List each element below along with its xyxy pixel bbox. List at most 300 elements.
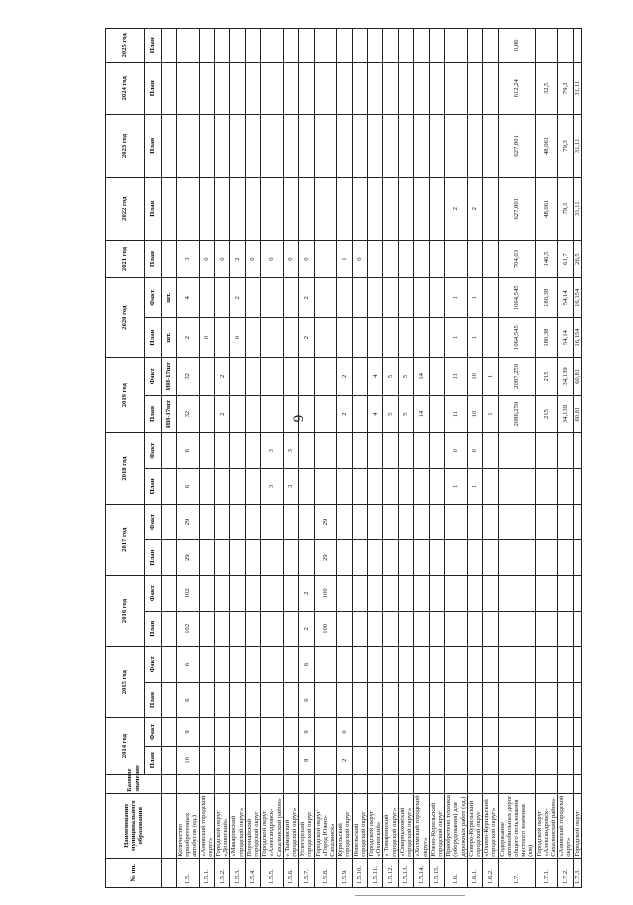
table-cell: 2 xyxy=(230,240,245,278)
table-cell xyxy=(368,29,383,63)
table-cell xyxy=(573,746,581,774)
row-number: 1.5.7. xyxy=(299,858,314,887)
row-number: 1.5.1. xyxy=(199,858,214,887)
table-cell xyxy=(445,682,468,718)
table-cell xyxy=(352,318,367,358)
table-cell xyxy=(483,504,498,540)
table-cell: 79,3 xyxy=(558,62,573,114)
table-cell xyxy=(535,29,558,63)
table-cell xyxy=(383,177,398,240)
table-cell xyxy=(383,611,398,647)
unit-ii: ИИ-17шт xyxy=(162,395,177,433)
table-cell xyxy=(558,682,573,718)
table-cell xyxy=(230,62,245,114)
header-year-2023: 2023 год xyxy=(106,115,145,178)
table-cell xyxy=(573,469,581,505)
table-cell xyxy=(467,682,482,718)
table-cell: 102 xyxy=(177,611,200,647)
table-cell xyxy=(215,774,230,793)
table-cell xyxy=(535,575,558,611)
table-cell xyxy=(177,115,200,178)
table-cell xyxy=(429,540,444,576)
table-cell xyxy=(299,469,314,505)
table-cell: 2 xyxy=(337,395,352,433)
table-cell xyxy=(245,504,260,540)
row-number: 1.5.6. xyxy=(283,858,298,887)
table-cell xyxy=(483,647,498,683)
table-cell xyxy=(398,540,413,576)
table-cell xyxy=(398,62,413,114)
table-row xyxy=(261,29,284,888)
table-cell xyxy=(261,774,284,793)
row-name: Углегорский городской округ xyxy=(299,793,314,858)
table-cell xyxy=(573,647,581,683)
table-cell xyxy=(314,29,337,63)
table-cell xyxy=(314,395,337,433)
table-cell xyxy=(383,504,398,540)
table-cell xyxy=(215,177,230,240)
table-cell: 2 xyxy=(337,358,352,396)
table-cell xyxy=(558,469,573,505)
table-cell: 2 xyxy=(215,395,230,433)
table-row xyxy=(368,29,383,888)
table-cell: 5 xyxy=(383,395,398,433)
table-cell xyxy=(498,540,535,576)
table-cell xyxy=(245,611,260,647)
table-cell xyxy=(483,469,498,505)
table-cell xyxy=(314,647,337,683)
row-name: «Охино-Курильский городской округ» xyxy=(483,793,498,858)
table-cell xyxy=(261,318,284,358)
table-cell: 0 xyxy=(445,433,468,469)
table-cell: 1 xyxy=(445,318,468,358)
table-cell xyxy=(445,575,468,611)
row-number: 1.5. xyxy=(177,858,200,887)
table-cell xyxy=(337,647,352,683)
header-fact: Факт xyxy=(145,575,162,611)
table-cell xyxy=(215,318,230,358)
row-number: 1.5.12. xyxy=(383,858,398,887)
table-cell: 1 xyxy=(467,318,482,358)
table-cell xyxy=(199,575,214,611)
table-cell xyxy=(352,647,367,683)
header-plan: План xyxy=(145,469,162,505)
table-cell xyxy=(467,746,482,774)
table-cell xyxy=(230,433,245,469)
table-cell: 2 xyxy=(337,746,352,774)
table-cell xyxy=(199,278,214,318)
footer-rule xyxy=(355,895,465,896)
header-year-2016: 2016 год xyxy=(106,575,145,646)
table-cell: 31,11 xyxy=(573,62,581,114)
table-cell: 1064,545 xyxy=(498,318,535,358)
table-cell xyxy=(573,718,581,746)
table-cell xyxy=(245,774,260,793)
table-cell: 6 xyxy=(299,647,314,683)
table-cell xyxy=(445,62,468,114)
table-cell: 100 xyxy=(314,611,337,647)
table-cell xyxy=(199,62,214,114)
table-cell xyxy=(483,540,498,576)
table-cell xyxy=(352,611,367,647)
table-cell xyxy=(368,540,383,576)
table-cell xyxy=(368,318,383,358)
table-cell xyxy=(535,718,558,746)
row-name: Содержание автомобильных дорог общего пользования местного значения (км) xyxy=(498,793,535,858)
table-cell xyxy=(558,746,573,774)
table-cell xyxy=(398,718,413,746)
table-cell xyxy=(558,647,573,683)
table-cell xyxy=(352,62,367,114)
table-cell xyxy=(245,718,260,746)
table-cell: 16,154 xyxy=(573,318,581,358)
table-cell xyxy=(558,718,573,746)
table-cell xyxy=(337,469,352,505)
table-cell: 31,11 xyxy=(573,177,581,240)
header-year-2025: 2025 год xyxy=(106,29,145,63)
row-name: Количество приобретенных автобусов (ед.) xyxy=(177,793,200,858)
table-cell xyxy=(314,774,337,793)
table-cell xyxy=(483,575,498,611)
table-cell xyxy=(558,774,573,793)
table-cell xyxy=(414,62,429,114)
table-cell xyxy=(573,540,581,576)
table-cell: 14 xyxy=(414,358,429,396)
table-cell: 0 xyxy=(337,718,352,746)
table-cell xyxy=(283,395,298,433)
table-cell xyxy=(429,318,444,358)
table-cell xyxy=(383,29,398,63)
table-cell xyxy=(215,647,230,683)
row-name: Городской округ «Охинский» xyxy=(368,793,383,858)
table-cell: 29 xyxy=(314,540,337,576)
table-cell xyxy=(429,115,444,178)
table-cell xyxy=(283,774,298,793)
table-cell xyxy=(337,62,352,114)
table-cell xyxy=(573,29,581,63)
table-cell xyxy=(283,29,298,63)
table-cell xyxy=(429,718,444,746)
table-cell xyxy=(414,540,429,576)
table-cell xyxy=(467,575,482,611)
table-cell: 2 xyxy=(299,575,314,611)
table-cell: 16,154 xyxy=(573,278,581,318)
table-cell xyxy=(498,774,535,793)
row-number: 1.7.3. xyxy=(573,858,581,887)
table-cell: 32,5 xyxy=(535,62,558,114)
row-name: Курильский городской округ xyxy=(337,793,352,858)
table-cell: 0 xyxy=(261,240,284,278)
table-cell xyxy=(483,318,498,358)
table-cell xyxy=(283,647,298,683)
table-cell xyxy=(368,575,383,611)
table-cell: 8 xyxy=(299,746,314,774)
table-cell xyxy=(414,240,429,278)
table-cell: 4 xyxy=(368,358,383,396)
table-cell: 0 xyxy=(283,240,298,278)
table-cell xyxy=(383,774,398,793)
header-fact: Факт xyxy=(145,647,162,683)
table-cell xyxy=(558,29,573,63)
table-cell xyxy=(261,278,284,318)
table-cell xyxy=(299,358,314,396)
table-cell xyxy=(429,62,444,114)
table-cell xyxy=(199,433,214,469)
table-cell xyxy=(245,395,260,433)
header-fact: Факт xyxy=(145,718,162,746)
table-cell xyxy=(261,504,284,540)
table-cell xyxy=(261,718,284,746)
table-row xyxy=(199,29,214,888)
header-plan: План xyxy=(145,611,162,647)
table-cell xyxy=(230,395,245,433)
header-year-2019: 2019 год xyxy=(106,358,145,433)
table-cell: 3 xyxy=(283,433,298,469)
table-cell xyxy=(414,318,429,358)
table-cell xyxy=(573,433,581,469)
table-cell xyxy=(558,540,573,576)
table-cell xyxy=(299,29,314,63)
table-row xyxy=(483,29,498,888)
row-number: 1.5.9. xyxy=(337,858,352,887)
table-cell xyxy=(429,433,444,469)
table-cell xyxy=(337,278,352,318)
table-cell xyxy=(429,746,444,774)
row-number: 1.5.10. xyxy=(352,858,367,887)
table-cell: 5 xyxy=(398,358,413,396)
table-row xyxy=(245,29,260,888)
table-cell xyxy=(398,774,413,793)
table-cell xyxy=(177,177,200,240)
row-name: « Тымовский городской округ» xyxy=(283,793,298,858)
table-cell xyxy=(498,718,535,746)
row-number: 1.5.2. xyxy=(215,858,230,887)
table-cell xyxy=(535,611,558,647)
table-cell: 2 xyxy=(230,278,245,318)
table-row xyxy=(230,29,245,888)
table-cell: 9 xyxy=(177,718,200,746)
table-cell xyxy=(398,318,413,358)
table-cell xyxy=(467,647,482,683)
table-cell xyxy=(429,647,444,683)
table-cell xyxy=(283,575,298,611)
table-cell xyxy=(352,29,367,63)
table-cell: 1 xyxy=(337,240,352,278)
table-row xyxy=(352,29,367,888)
document-table-sheet xyxy=(105,28,581,888)
table-cell xyxy=(299,177,314,240)
table-cell xyxy=(483,746,498,774)
unit-sht: шт. xyxy=(162,278,177,318)
row-name: Невельский городской округ xyxy=(352,793,367,858)
table-cell xyxy=(283,62,298,114)
table-cell xyxy=(383,318,398,358)
row-number: 1.5.5. xyxy=(261,858,284,887)
table-cell xyxy=(467,115,482,178)
table-cell xyxy=(398,682,413,718)
table-cell: 6 xyxy=(177,469,200,505)
table-cell xyxy=(429,611,444,647)
table-cell xyxy=(467,29,482,63)
table-cell xyxy=(498,433,535,469)
table-cell xyxy=(337,29,352,63)
header-year-2014: 2014 год xyxy=(106,718,145,775)
row-number: 1.5.8. xyxy=(314,858,337,887)
table-cell xyxy=(337,774,352,793)
table-cell xyxy=(245,575,260,611)
table-cell xyxy=(383,575,398,611)
table-cell: 29 xyxy=(177,504,200,540)
table-cell xyxy=(337,318,352,358)
table-cell xyxy=(283,358,298,396)
table-row xyxy=(283,29,298,888)
table-cell: 3 xyxy=(261,469,284,505)
table-cell xyxy=(429,177,444,240)
table-cell xyxy=(261,395,284,433)
table-cell xyxy=(558,575,573,611)
table-cell xyxy=(467,504,482,540)
table-cell xyxy=(445,647,468,683)
table-cell xyxy=(535,540,558,576)
table-cell xyxy=(535,682,558,718)
table-cell xyxy=(215,504,230,540)
table-cell xyxy=(215,611,230,647)
table-cell: 612,24 xyxy=(498,62,535,114)
table-cell xyxy=(445,504,468,540)
table-cell xyxy=(261,540,284,576)
table-cell: 32 xyxy=(177,358,200,396)
table-cell: 2086,259 xyxy=(498,395,535,433)
table-cell xyxy=(314,318,337,358)
table-cell xyxy=(337,504,352,540)
table-cell xyxy=(352,395,367,433)
table-cell xyxy=(414,718,429,746)
table-cell xyxy=(573,575,581,611)
table-cell xyxy=(283,177,298,240)
table-cell xyxy=(429,358,444,396)
table-cell xyxy=(199,611,214,647)
table-cell xyxy=(368,278,383,318)
table-cell: 215 xyxy=(535,395,558,433)
table-row xyxy=(414,29,429,888)
table-cell: 2 xyxy=(445,177,468,240)
table-cell xyxy=(398,433,413,469)
table-cell: 79,3 xyxy=(558,115,573,178)
table-cell xyxy=(261,746,284,774)
table-cell xyxy=(245,682,260,718)
table-cell xyxy=(314,177,337,240)
table-cell xyxy=(414,611,429,647)
table-cell: 0 xyxy=(352,240,367,278)
table-cell xyxy=(199,746,214,774)
table-cell xyxy=(483,278,498,318)
table-cell xyxy=(215,115,230,178)
table-cell xyxy=(368,115,383,178)
table-cell: 3 xyxy=(177,240,200,278)
table-cell xyxy=(483,433,498,469)
table-cell xyxy=(483,177,498,240)
table-cell xyxy=(483,718,498,746)
table-cell: 48,061 xyxy=(535,115,558,178)
table-cell: 2 xyxy=(299,611,314,647)
table-cell: 0,86 xyxy=(498,29,535,63)
table-cell xyxy=(414,115,429,178)
table-cell xyxy=(368,62,383,114)
table-cell xyxy=(558,433,573,469)
table-cell xyxy=(215,540,230,576)
row-number: 1.5.4. xyxy=(245,858,260,887)
table-cell xyxy=(261,29,284,63)
table-cell: 180,38 xyxy=(535,318,558,358)
table-cell xyxy=(314,718,337,746)
table-cell xyxy=(283,318,298,358)
table-cell: 2 xyxy=(177,318,200,358)
table-cell: 26,5 xyxy=(573,240,581,278)
table-cell xyxy=(535,469,558,505)
table-row xyxy=(573,29,581,888)
table-cell xyxy=(299,504,314,540)
table-cell xyxy=(368,746,383,774)
table-cell: 3 xyxy=(261,433,284,469)
table-cell xyxy=(215,62,230,114)
table-cell xyxy=(429,240,444,278)
table-cell xyxy=(299,774,314,793)
table-cell xyxy=(383,718,398,746)
table-cell: 10 xyxy=(177,746,200,774)
table-cell xyxy=(483,682,498,718)
table-cell xyxy=(483,115,498,178)
table-cell xyxy=(398,746,413,774)
table-cell xyxy=(337,177,352,240)
table-cell xyxy=(483,240,498,278)
row-number: 1.6.2. xyxy=(483,858,498,887)
header-fact: Факт xyxy=(145,504,162,540)
table-cell xyxy=(230,504,245,540)
table-cell xyxy=(429,469,444,505)
table-cell xyxy=(314,62,337,114)
table-cell xyxy=(283,504,298,540)
table-cell xyxy=(245,433,260,469)
table-cell xyxy=(230,718,245,746)
table-row xyxy=(215,29,230,888)
table-cell xyxy=(352,540,367,576)
table-cell xyxy=(199,358,214,396)
table-cell xyxy=(314,469,337,505)
row-number: 1.6. xyxy=(445,858,468,887)
table-cell xyxy=(467,62,482,114)
table-cell xyxy=(467,774,482,793)
header-fact: Факт xyxy=(145,278,162,318)
table-cell xyxy=(261,177,284,240)
table-cell xyxy=(429,29,444,63)
table-cell xyxy=(215,278,230,318)
table-cell: 180,38 xyxy=(535,278,558,318)
table-cell xyxy=(498,504,535,540)
row-name: «Анивский городской округ» xyxy=(558,793,573,858)
header-plan: План xyxy=(145,115,162,178)
table-cell xyxy=(414,774,429,793)
table-cell xyxy=(245,469,260,505)
table-cell xyxy=(245,358,260,396)
table-cell xyxy=(383,647,398,683)
table-cell xyxy=(467,540,482,576)
table-cell xyxy=(245,115,260,178)
table-cell xyxy=(299,433,314,469)
table-cell xyxy=(498,682,535,718)
table-cell: 2 xyxy=(299,318,314,358)
table-cell xyxy=(498,746,535,774)
table-cell xyxy=(483,611,498,647)
